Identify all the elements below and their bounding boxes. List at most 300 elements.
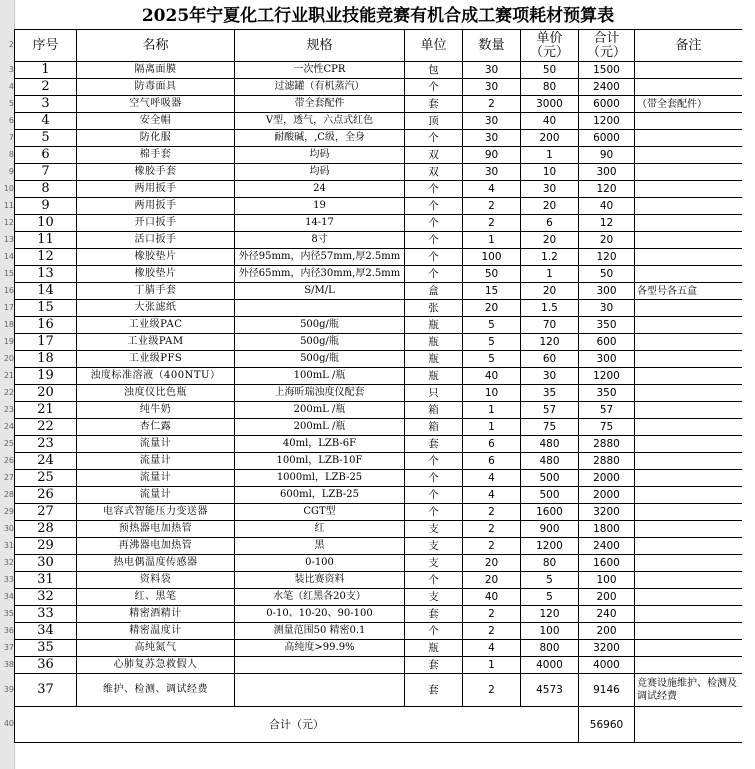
cell-unit[interactable]: 个: [405, 266, 463, 283]
cell-price[interactable]: 500: [521, 487, 579, 504]
cell-unit[interactable]: 支: [405, 589, 463, 606]
cell-name[interactable]: 工业级PAM: [77, 334, 235, 351]
cell-seq[interactable]: 12: [15, 249, 77, 266]
cell-seq[interactable]: 30: [15, 555, 77, 572]
cell-seq[interactable]: 24: [15, 453, 77, 470]
row-number[interactable]: 27: [3, 472, 14, 482]
cell-name[interactable]: 空气呼吸器: [77, 96, 235, 113]
cell-seq[interactable]: 14: [15, 283, 77, 300]
cell-note[interactable]: [635, 589, 743, 606]
cell-spec[interactable]: 均码: [235, 164, 405, 181]
cell-price[interactable]: 500: [521, 470, 579, 487]
cell-price[interactable]: 60: [521, 351, 579, 368]
cell-qty[interactable]: 2: [463, 521, 521, 538]
cell-name[interactable]: 工业级PFS: [77, 351, 235, 368]
cell-price[interactable]: 4000: [521, 657, 579, 674]
cell-total[interactable]: 40: [579, 198, 635, 215]
header-note[interactable]: 备注: [635, 30, 743, 62]
cell-spec[interactable]: 8寸: [235, 232, 405, 249]
cell-total[interactable]: 120: [579, 249, 635, 266]
cell-spec[interactable]: 黑: [235, 538, 405, 555]
cell-spec[interactable]: [235, 674, 405, 707]
cell-total[interactable]: 6000: [579, 96, 635, 113]
cell-seq[interactable]: 18: [15, 351, 77, 368]
cell-name[interactable]: 隔离面膜: [77, 62, 235, 79]
cell-unit[interactable]: 盒: [405, 283, 463, 300]
cell-note[interactable]: [635, 538, 743, 555]
summary-label[interactable]: 合计（元）: [15, 707, 579, 743]
cell-price[interactable]: 35: [521, 385, 579, 402]
cell-seq[interactable]: 19: [15, 368, 77, 385]
cell-qty[interactable]: 4: [463, 487, 521, 504]
cell-name[interactable]: 两用扳手: [77, 198, 235, 215]
cell-seq[interactable]: 2: [15, 79, 77, 96]
cell-name[interactable]: 安全帽: [77, 113, 235, 130]
row-number[interactable]: 19: [3, 336, 14, 346]
cell-unit[interactable]: 套: [405, 674, 463, 707]
cell-name[interactable]: 资料袋: [77, 572, 235, 589]
cell-total[interactable]: 1200: [579, 368, 635, 385]
cell-name[interactable]: 工业级PAC: [77, 317, 235, 334]
cell-total[interactable]: 2880: [579, 436, 635, 453]
cell-seq[interactable]: 8: [15, 181, 77, 198]
row-number[interactable]: 16: [3, 285, 14, 295]
cell-price[interactable]: 40: [521, 113, 579, 130]
cell-spec[interactable]: 耐酸碱，,C级，全身: [235, 130, 405, 147]
row-number[interactable]: 33: [3, 574, 14, 584]
row-number[interactable]: 38: [3, 659, 14, 669]
cell-total[interactable]: 50: [579, 266, 635, 283]
cell-note[interactable]: [635, 79, 743, 96]
cell-total[interactable]: 2000: [579, 487, 635, 504]
cell-unit[interactable]: 个: [405, 470, 463, 487]
cell-total[interactable]: 3200: [579, 640, 635, 657]
cell-name[interactable]: 精密温度计: [77, 623, 235, 640]
cell-qty[interactable]: 2: [463, 606, 521, 623]
cell-seq[interactable]: 1: [15, 62, 77, 79]
cell-price[interactable]: 480: [521, 436, 579, 453]
cell-total[interactable]: 1200: [579, 113, 635, 130]
cell-qty[interactable]: 1: [463, 402, 521, 419]
header-total[interactable]: [579, 30, 635, 62]
cell-note[interactable]: [635, 317, 743, 334]
row-number[interactable]: 7: [8, 132, 14, 142]
row-number[interactable]: 35: [3, 608, 14, 618]
cell-seq[interactable]: 22: [15, 419, 77, 436]
cell-name[interactable]: 红、黑笔: [77, 589, 235, 606]
cell-seq[interactable]: 23: [15, 436, 77, 453]
cell-qty[interactable]: 20: [463, 572, 521, 589]
cell-name[interactable]: 再沸器电加热管: [77, 538, 235, 555]
cell-unit[interactable]: 支: [405, 538, 463, 555]
cell-qty[interactable]: 2: [463, 215, 521, 232]
cell-total[interactable]: 3200: [579, 504, 635, 521]
cell-note[interactable]: （带全套配件）: [635, 96, 743, 113]
cell-total[interactable]: 12: [579, 215, 635, 232]
cell-spec[interactable]: 装比赛资料: [235, 572, 405, 589]
cell-seq[interactable]: 28: [15, 521, 77, 538]
cell-qty[interactable]: 20: [463, 300, 521, 317]
cell-spec[interactable]: 100mL /瓶: [235, 368, 405, 385]
cell-seq[interactable]: 11: [15, 232, 77, 249]
row-number[interactable]: 14: [3, 251, 14, 261]
cell-qty[interactable]: 2: [463, 674, 521, 707]
cell-price[interactable]: 75: [521, 419, 579, 436]
cell-seq[interactable]: 5: [15, 130, 77, 147]
cell-price[interactable]: 200: [521, 130, 579, 147]
cell-seq[interactable]: 35: [15, 640, 77, 657]
cell-total[interactable]: 90: [579, 147, 635, 164]
cell-seq[interactable]: 4: [15, 113, 77, 130]
cell-name[interactable]: 橡胶垫片: [77, 249, 235, 266]
cell-price[interactable]: 3000: [521, 96, 579, 113]
cell-spec[interactable]: 14-17: [235, 215, 405, 232]
cell-qty[interactable]: 90: [463, 147, 521, 164]
cell-seq[interactable]: 37: [15, 674, 77, 707]
cell-total[interactable]: 2000: [579, 470, 635, 487]
row-number[interactable]: 40: [3, 719, 14, 728]
cell-name[interactable]: 大张滤纸: [77, 300, 235, 317]
cell-total[interactable]: 350: [579, 317, 635, 334]
cell-spec[interactable]: [235, 300, 405, 317]
cell-total[interactable]: 600: [579, 334, 635, 351]
cell-qty[interactable]: 30: [463, 79, 521, 96]
cell-total[interactable]: 200: [579, 589, 635, 606]
row-number[interactable]: 36: [3, 625, 14, 635]
cell-note[interactable]: [635, 164, 743, 181]
cell-unit[interactable]: 双: [405, 147, 463, 164]
cell-qty[interactable]: 1: [463, 419, 521, 436]
cell-total[interactable]: 2400: [579, 538, 635, 555]
cell-price[interactable]: 80: [521, 555, 579, 572]
cell-unit[interactable]: 顶: [405, 113, 463, 130]
cell-name[interactable]: 浊度标准溶液（400NTU）: [77, 368, 235, 385]
row-number[interactable]: 9: [8, 166, 14, 176]
cell-seq[interactable]: 31: [15, 572, 77, 589]
cell-note[interactable]: 各型号各五盒: [635, 283, 743, 300]
cell-note[interactable]: [635, 402, 743, 419]
cell-qty[interactable]: 2: [463, 96, 521, 113]
cell-unit[interactable]: 套: [405, 606, 463, 623]
cell-note[interactable]: [635, 657, 743, 674]
row-number[interactable]: 3: [8, 64, 14, 74]
cell-spec[interactable]: CGT型: [235, 504, 405, 521]
cell-note[interactable]: [635, 385, 743, 402]
cell-seq[interactable]: 3: [15, 96, 77, 113]
cell-note[interactable]: 竞赛设施维护、检测及调试经费: [635, 674, 743, 707]
cell-price[interactable]: 20: [521, 198, 579, 215]
cell-seq[interactable]: 9: [15, 198, 77, 215]
row-number[interactable]: 28: [3, 489, 14, 499]
cell-note[interactable]: [635, 334, 743, 351]
cell-note[interactable]: [635, 181, 743, 198]
cell-spec[interactable]: S/M/L: [235, 283, 405, 300]
cell-price[interactable]: 70: [521, 317, 579, 334]
cell-unit[interactable]: 包: [405, 62, 463, 79]
cell-total[interactable]: 300: [579, 164, 635, 181]
cell-spec[interactable]: 均码: [235, 147, 405, 164]
cell-price[interactable]: 900: [521, 521, 579, 538]
cell-name[interactable]: 丁腈手套: [77, 283, 235, 300]
cell-note[interactable]: [635, 606, 743, 623]
cell-note[interactable]: [635, 147, 743, 164]
cell-spec[interactable]: 0-10、10-20、90-100: [235, 606, 405, 623]
cell-unit[interactable]: 个: [405, 198, 463, 215]
cell-seq[interactable]: 33: [15, 606, 77, 623]
row-number[interactable]: 34: [3, 591, 14, 601]
cell-name[interactable]: 流量计: [77, 470, 235, 487]
cell-unit[interactable]: 个: [405, 572, 463, 589]
cell-price[interactable]: 30: [521, 181, 579, 198]
cell-qty[interactable]: 100: [463, 249, 521, 266]
cell-spec[interactable]: 200mL /瓶: [235, 419, 405, 436]
cell-unit[interactable]: 个: [405, 623, 463, 640]
cell-spec[interactable]: 一次性CPR: [235, 62, 405, 79]
cell-spec[interactable]: [235, 657, 405, 674]
cell-price[interactable]: 1.2: [521, 249, 579, 266]
cell-spec[interactable]: 40ml，LZB-6F: [235, 436, 405, 453]
cell-seq[interactable]: 17: [15, 334, 77, 351]
row-number[interactable]: 13: [3, 234, 14, 244]
cell-spec[interactable]: 500g/瓶: [235, 334, 405, 351]
cell-name[interactable]: 浊度仪比色瓶: [77, 385, 235, 402]
row-number[interactable]: 11: [3, 200, 14, 210]
cell-unit[interactable]: 支: [405, 521, 463, 538]
cell-total[interactable]: 350: [579, 385, 635, 402]
cell-unit[interactable]: 双: [405, 164, 463, 181]
cell-unit[interactable]: 个: [405, 130, 463, 147]
cell-qty[interactable]: 10: [463, 385, 521, 402]
row-number[interactable]: 20: [3, 353, 14, 363]
header-price[interactable]: [521, 30, 579, 62]
cell-note[interactable]: [635, 368, 743, 385]
row-number[interactable]: 32: [3, 557, 14, 567]
cell-qty[interactable]: 15: [463, 283, 521, 300]
row-number[interactable]: 37: [3, 642, 14, 652]
cell-qty[interactable]: 1: [463, 232, 521, 249]
cell-note[interactable]: [635, 623, 743, 640]
cell-qty[interactable]: 6: [463, 436, 521, 453]
cell-total[interactable]: 75: [579, 419, 635, 436]
cell-qty[interactable]: 4: [463, 640, 521, 657]
row-number[interactable]: 4: [8, 81, 14, 91]
cell-name[interactable]: 流量计: [77, 436, 235, 453]
cell-spec[interactable]: 红: [235, 521, 405, 538]
cell-total[interactable]: 300: [579, 351, 635, 368]
cell-price[interactable]: 50: [521, 62, 579, 79]
cell-note[interactable]: [635, 130, 743, 147]
cell-note[interactable]: [635, 113, 743, 130]
cell-seq[interactable]: 21: [15, 402, 77, 419]
cell-note[interactable]: [635, 249, 743, 266]
cell-qty[interactable]: 4: [463, 181, 521, 198]
row-number[interactable]: 22: [3, 387, 14, 397]
row-number[interactable]: 2: [8, 40, 14, 49]
cell-price[interactable]: 120: [521, 606, 579, 623]
cell-total[interactable]: 240: [579, 606, 635, 623]
cell-price[interactable]: 4573: [521, 674, 579, 707]
cell-seq[interactable]: 16: [15, 317, 77, 334]
cell-spec[interactable]: 外径65mm，内径30mm,厚2.5mm: [235, 266, 405, 283]
cell-note[interactable]: [635, 232, 743, 249]
cell-note[interactable]: [635, 521, 743, 538]
row-number[interactable]: 24: [3, 421, 14, 431]
row-number[interactable]: 29: [3, 506, 14, 516]
cell-spec[interactable]: 1000ml，LZB-25: [235, 470, 405, 487]
cell-name[interactable]: 流量计: [77, 487, 235, 504]
row-number[interactable]: 12: [3, 217, 14, 227]
cell-qty[interactable]: 40: [463, 368, 521, 385]
row-number[interactable]: 26: [3, 455, 14, 465]
cell-name[interactable]: 预热器电加热管: [77, 521, 235, 538]
cell-name[interactable]: 心肺复苏急救假人: [77, 657, 235, 674]
cell-note[interactable]: [635, 470, 743, 487]
cell-total[interactable]: 30: [579, 300, 635, 317]
cell-unit[interactable]: 套: [405, 657, 463, 674]
cell-note[interactable]: [635, 419, 743, 436]
cell-note[interactable]: [635, 640, 743, 657]
cell-seq[interactable]: 34: [15, 623, 77, 640]
cell-unit[interactable]: 套: [405, 96, 463, 113]
summary-note[interactable]: [635, 707, 743, 743]
cell-spec[interactable]: 带全套配件: [235, 96, 405, 113]
cell-unit[interactable]: 瓶: [405, 317, 463, 334]
cell-name[interactable]: 活口扳手: [77, 232, 235, 249]
row-number[interactable]: 23: [3, 404, 14, 414]
cell-total[interactable]: 1600: [579, 555, 635, 572]
cell-total[interactable]: 20: [579, 232, 635, 249]
cell-note[interactable]: [635, 351, 743, 368]
cell-price[interactable]: 20: [521, 283, 579, 300]
cell-price[interactable]: 80: [521, 79, 579, 96]
cell-qty[interactable]: 2: [463, 198, 521, 215]
header-name[interactable]: 名称: [77, 30, 235, 62]
cell-note[interactable]: [635, 555, 743, 572]
cell-qty[interactable]: 5: [463, 317, 521, 334]
cell-seq[interactable]: 20: [15, 385, 77, 402]
row-number[interactable]: 25: [3, 438, 14, 448]
row-number[interactable]: 10: [3, 183, 14, 193]
cell-qty[interactable]: 2: [463, 538, 521, 555]
cell-note[interactable]: [635, 300, 743, 317]
cell-unit[interactable]: 支: [405, 555, 463, 572]
cell-price[interactable]: 30: [521, 368, 579, 385]
cell-note[interactable]: [635, 487, 743, 504]
cell-spec[interactable]: 500g/瓶: [235, 317, 405, 334]
cell-spec[interactable]: 600ml，LZB-25: [235, 487, 405, 504]
cell-qty[interactable]: 40: [463, 589, 521, 606]
cell-unit[interactable]: 箱: [405, 402, 463, 419]
cell-name[interactable]: 橡胶手套: [77, 164, 235, 181]
cell-unit[interactable]: 瓶: [405, 351, 463, 368]
cell-spec[interactable]: 0-100: [235, 555, 405, 572]
cell-spec[interactable]: 外径95mm，内径57mm,厚2.5mm: [235, 249, 405, 266]
cell-price[interactable]: 10: [521, 164, 579, 181]
cell-note[interactable]: [635, 266, 743, 283]
cell-seq[interactable]: 26: [15, 487, 77, 504]
cell-qty[interactable]: 50: [463, 266, 521, 283]
cell-name[interactable]: 杏仁露: [77, 419, 235, 436]
cell-unit[interactable]: 个: [405, 453, 463, 470]
cell-note[interactable]: [635, 436, 743, 453]
cell-name[interactable]: 棉手套: [77, 147, 235, 164]
cell-unit[interactable]: 瓶: [405, 334, 463, 351]
cell-unit[interactable]: 个: [405, 215, 463, 232]
cell-spec[interactable]: 测量范围50 精密0.1: [235, 623, 405, 640]
cell-name[interactable]: 开口扳手: [77, 215, 235, 232]
cell-spec[interactable]: 24: [235, 181, 405, 198]
cell-spec[interactable]: 上海昕瑞浊度仪配套: [235, 385, 405, 402]
header-unit[interactable]: 单位: [405, 30, 463, 62]
cell-unit[interactable]: 张: [405, 300, 463, 317]
row-number[interactable]: 30: [3, 523, 14, 533]
header-seq[interactable]: 序号: [15, 30, 77, 62]
cell-total[interactable]: 120: [579, 181, 635, 198]
cell-name[interactable]: 纯牛奶: [77, 402, 235, 419]
cell-spec[interactable]: 19: [235, 198, 405, 215]
cell-qty[interactable]: 5: [463, 351, 521, 368]
cell-spec[interactable]: 水笔（红黑各20支）: [235, 589, 405, 606]
cell-qty[interactable]: 5: [463, 334, 521, 351]
row-number[interactable]: 31: [3, 540, 14, 550]
cell-price[interactable]: 1: [521, 266, 579, 283]
cell-spec[interactable]: 200mL /瓶: [235, 402, 405, 419]
cell-note[interactable]: [635, 198, 743, 215]
cell-qty[interactable]: 1: [463, 657, 521, 674]
row-number[interactable]: 39: [3, 684, 14, 694]
cell-unit[interactable]: 个: [405, 232, 463, 249]
cell-note[interactable]: [635, 453, 743, 470]
cell-price[interactable]: 1.5: [521, 300, 579, 317]
cell-note[interactable]: [635, 572, 743, 589]
cell-seq[interactable]: 27: [15, 504, 77, 521]
cell-qty[interactable]: 30: [463, 62, 521, 79]
cell-spec[interactable]: 100ml，LZB-10F: [235, 453, 405, 470]
cell-name[interactable]: 高纯氮气: [77, 640, 235, 657]
row-number[interactable]: 18: [3, 319, 14, 329]
cell-unit[interactable]: 个: [405, 249, 463, 266]
cell-name[interactable]: 两用扳手: [77, 181, 235, 198]
cell-price[interactable]: 20: [521, 232, 579, 249]
cell-qty[interactable]: 30: [463, 164, 521, 181]
row-number[interactable]: 15: [3, 268, 14, 278]
cell-price[interactable]: 6: [521, 215, 579, 232]
cell-name[interactable]: 流量计: [77, 453, 235, 470]
cell-price[interactable]: 5: [521, 572, 579, 589]
cell-price[interactable]: 800: [521, 640, 579, 657]
cell-name[interactable]: 防化服: [77, 130, 235, 147]
cell-name[interactable]: 维护、检测、调试经费: [77, 674, 235, 707]
cell-unit[interactable]: 个: [405, 181, 463, 198]
cell-seq[interactable]: 10: [15, 215, 77, 232]
cell-qty[interactable]: 30: [463, 130, 521, 147]
cell-spec[interactable]: 500g/瓶: [235, 351, 405, 368]
cell-seq[interactable]: 7: [15, 164, 77, 181]
header-qty[interactable]: 数量: [463, 30, 521, 62]
cell-name[interactable]: 橡胶垫片: [77, 266, 235, 283]
cell-seq[interactable]: 32: [15, 589, 77, 606]
cell-total[interactable]: 1800: [579, 521, 635, 538]
cell-qty[interactable]: 6: [463, 453, 521, 470]
cell-unit[interactable]: 个: [405, 79, 463, 96]
cell-name[interactable]: 防毒面具: [77, 79, 235, 96]
cell-spec[interactable]: 过滤罐（有机蒸汽）: [235, 79, 405, 96]
cell-price[interactable]: 480: [521, 453, 579, 470]
header-spec[interactable]: 规格: [235, 30, 405, 62]
cell-total[interactable]: 300: [579, 283, 635, 300]
cell-seq[interactable]: 25: [15, 470, 77, 487]
cell-qty[interactable]: 20: [463, 555, 521, 572]
